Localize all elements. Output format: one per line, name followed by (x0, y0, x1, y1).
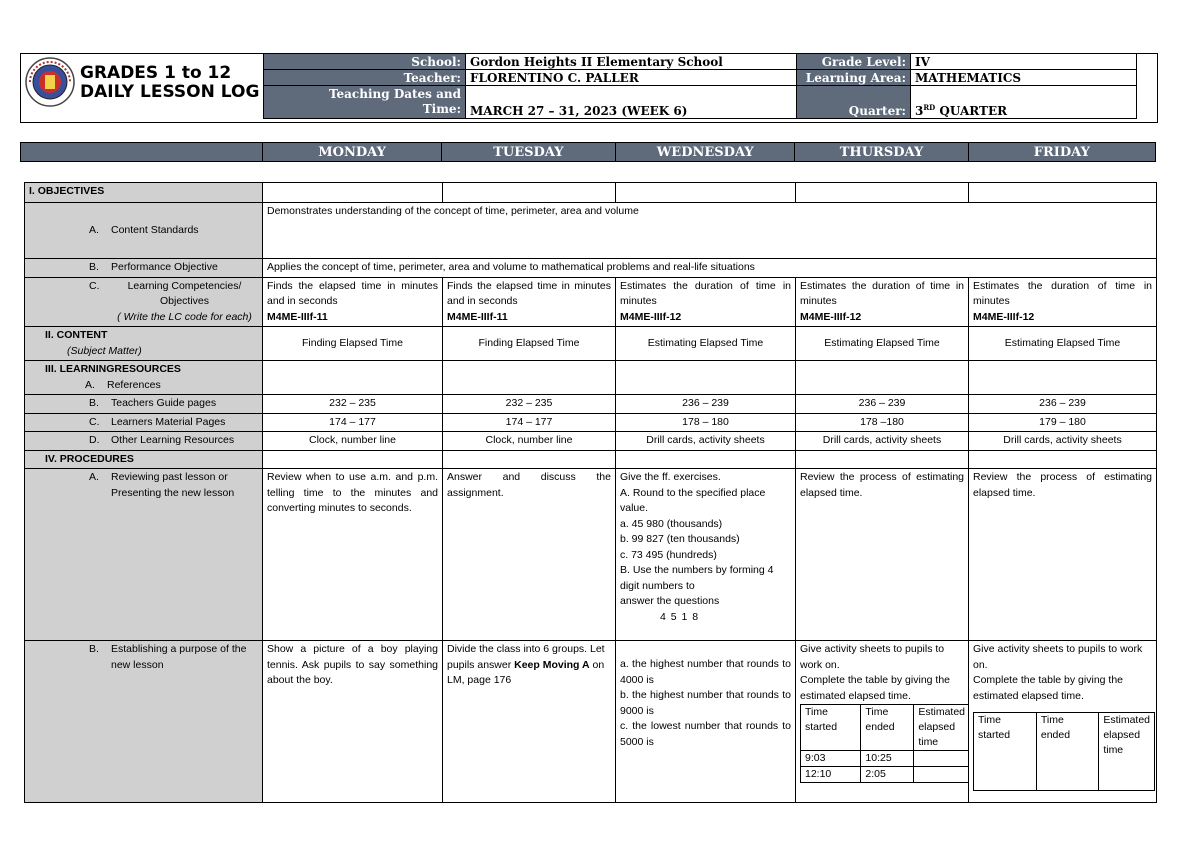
purpose-friday (969, 641, 1157, 803)
tg-thursday: 236 – 239 (796, 395, 969, 414)
elapsed-time-table (800, 704, 969, 783)
cell (443, 450, 616, 469)
competency-code: M4ME-IIIf-12 (800, 310, 862, 323)
competency-code: M4ME-IIIf-12 (620, 310, 682, 323)
lm-monday: 174 – 177 (263, 413, 443, 432)
item-text: Other Learning Resources (111, 434, 235, 446)
item-text: Reviewing past lesson or Presenting the new lesson (111, 471, 235, 499)
title-line-2: DAILY LESSON LOG (80, 82, 260, 102)
purpose-item: c. the lowest number that rounds to 5000 is (620, 720, 791, 748)
table-cell[interactable] (914, 751, 969, 767)
area-label: Learning Area: (797, 70, 911, 86)
item-text (89, 279, 258, 326)
learning-resources-heading (25, 361, 263, 395)
competencies-line-3: ( Write the LC code for each) (117, 310, 252, 323)
item-text: Establishing a purpose of the new lesson (111, 643, 247, 671)
day-blank (21, 143, 263, 162)
quarter-superscript: RD (923, 103, 936, 112)
cell (443, 183, 616, 203)
purpose-label (25, 641, 263, 803)
content-subtitle: (Subject Matter) (67, 344, 142, 357)
content-monday: Finding Elapsed Time (263, 327, 443, 361)
item-text: Content Standards (111, 223, 199, 236)
dates-label-line-1: Teaching Dates and (328, 87, 461, 101)
item-text: Performance Objective (111, 261, 218, 273)
cell (969, 361, 1157, 395)
col-time-started: Time started (801, 705, 861, 751)
col-estimated: Estimated elapsed time (914, 705, 969, 751)
olr-tuesday: Clock, number line (443, 432, 616, 451)
review-thursday: Review the process of estimating elapsed time. (796, 469, 969, 641)
content-friday: Estimating Elapsed Time (969, 327, 1157, 361)
quarter-text: QUARTER (935, 104, 1008, 118)
grade-label: Grade Level: (797, 54, 911, 70)
purpose-bold: Keep Moving A (514, 658, 590, 671)
col-time-ended: Time ended (861, 705, 914, 751)
procedures-heading: IV. PROCEDURES (25, 450, 263, 469)
quarter-number: 3 (915, 104, 924, 118)
purpose-text: Give activity sheets to pupils to work on. (800, 643, 945, 671)
school-label: School: (264, 54, 466, 70)
day-thursday: THURSDAY (795, 143, 968, 162)
table-cell: 12:10 (801, 767, 861, 783)
lm-wednesday: 178 – 180 (616, 413, 796, 432)
learning-resources-title: III. LEARNINGRESOURCES (45, 363, 181, 375)
item-letter: D. (89, 434, 100, 446)
purpose-text: Give activity sheets to pupils to work on. (973, 643, 1143, 671)
tg-wednesday: 236 – 239 (616, 395, 796, 414)
purpose-monday: Show a picture of a boy playing tennis. Ask pupils to say something about the boy. (263, 641, 443, 803)
content-thursday: Estimating Elapsed Time (796, 327, 969, 361)
cell (796, 183, 969, 203)
cell (263, 361, 443, 395)
item-letter: B. (89, 397, 99, 409)
item-letter: C. (89, 415, 100, 428)
competency-text: Estimates the duration of time in minutes (800, 279, 964, 307)
content-tuesday: Finding Elapsed Time (443, 327, 616, 361)
exercise-line: B. Use the numbers by forming 4 digit numbers to (620, 564, 774, 592)
review-label (25, 469, 263, 641)
cell (263, 183, 443, 203)
performance-objective-label (25, 259, 263, 278)
competency-text: Estimates the duration of time in minutes (620, 279, 791, 307)
exercise-line: b. 99 827 (ten thousands) (620, 533, 740, 545)
purpose-text: Complete the table by giving the estimated elapsed time. (800, 674, 951, 702)
item-text: Teachers Guide pages (111, 397, 217, 409)
grade-value: IV (911, 54, 1137, 70)
cell (616, 450, 796, 469)
competency-wednesday (616, 277, 796, 327)
teacher-label: Teacher: (264, 70, 466, 86)
cell (616, 361, 796, 395)
exercise-line: c. 73 495 (hundreds) (620, 548, 717, 561)
competency-text: Finds the elapsed time in minutes and in seconds (447, 279, 611, 307)
cell (263, 450, 443, 469)
day-monday: MONDAY (263, 143, 441, 162)
title-line-1: GRADES 1 to 12 (80, 63, 232, 83)
purpose-text: on LM, page 176 (447, 658, 605, 686)
purpose-item: b. the highest number that rounds to 9000 is (620, 689, 791, 717)
school-value: Gordon Heights II Elementary School (466, 54, 797, 70)
elapsed-time-table (973, 712, 1155, 791)
teachers-guide-label (25, 395, 263, 414)
day-tuesday: TUESDAY (441, 143, 615, 162)
dates-label-line-2: Time: (422, 102, 461, 116)
tg-monday: 232 – 235 (263, 395, 443, 414)
table-cell: 9:03 (801, 751, 861, 767)
tg-friday: 236 – 239 (969, 395, 1157, 414)
olr-wednesday: Drill cards, activity sheets (616, 432, 796, 451)
lm-thursday: 178 –180 (796, 413, 969, 432)
cell (616, 183, 796, 203)
cell (969, 450, 1157, 469)
item-letter: A. (89, 471, 99, 483)
competency-code: M4ME-IIIf-12 (973, 310, 1035, 323)
item-letter: B. (89, 261, 99, 273)
purpose-wednesday (616, 641, 796, 803)
review-wednesday (616, 469, 796, 641)
day-wednesday: WEDNESDAY (616, 143, 795, 162)
cell (969, 183, 1157, 203)
competencies-line-2: Objectives (159, 295, 210, 307)
quarter-value (911, 86, 1137, 119)
exercise-line: A. Round to the specified place value. (620, 486, 766, 514)
purpose-tuesday (443, 641, 616, 803)
tg-tuesday: 232 – 235 (443, 395, 616, 414)
competency-code: M4ME-IIIf-11 (447, 310, 508, 323)
olr-monday: Clock, number line (263, 432, 443, 451)
day-friday: FRIDAY (968, 143, 1155, 162)
other-resources-label (25, 432, 263, 451)
table-cell: 2:05 (861, 767, 914, 783)
dates-value: MARCH 27 – 31, 2023 (WEEK 6) (466, 86, 797, 119)
table-cell[interactable] (914, 767, 969, 783)
review-friday: Review the process of estimating elapsed time. (969, 469, 1157, 641)
school-info-table (263, 53, 1137, 119)
content-wednesday: Estimating Elapsed Time (616, 327, 796, 361)
teacher-value: FLORENTINO C. PALLER (466, 70, 797, 86)
competencies-line-1: Learning Competencies/ (127, 279, 242, 292)
olr-friday: Drill cards, activity sheets (969, 432, 1157, 451)
col-time-ended: Time ended (1036, 713, 1098, 791)
cell (443, 361, 616, 395)
review-monday: Review when to use a.m. and p.m. telling time to the minutes and converting minutes to seconds. (263, 469, 443, 641)
lm-friday: 179 – 180 (969, 413, 1157, 432)
competencies-label (25, 277, 263, 327)
col-estimated: Estimated elapsed time (1099, 713, 1155, 791)
item-letter: A. (89, 223, 99, 236)
purpose-thursday (796, 641, 969, 803)
content-title: II. CONTENT (45, 329, 108, 341)
dates-label (264, 86, 466, 119)
item-letter: B. (89, 643, 99, 655)
competency-thursday (796, 277, 969, 327)
competency-code: M4ME-IIIf-11 (267, 310, 328, 323)
review-tuesday: Answer and discuss the assignment. (443, 469, 616, 641)
content-standards-label (25, 203, 263, 259)
exercise-line: a. 45 980 (thousands) (620, 517, 723, 530)
purpose-text: Divide the class into 6 groups. Let pupils answer (447, 643, 605, 671)
item-text: Learners Material Pages (111, 415, 226, 428)
performance-objective-text: Applies the concept of time, perimeter, area and volume to mathematical problems and real-life situations (263, 259, 1157, 278)
cell (796, 450, 969, 469)
item-text: References (107, 378, 161, 391)
item-letter: C. (89, 279, 100, 292)
exercise-line: answer the questions (620, 595, 720, 607)
digits-line: 4 5 1 8 (660, 610, 700, 623)
purpose-item: a. the highest number that rounds to 4000 is (620, 658, 791, 686)
item-letter: A. (85, 378, 95, 391)
deped-seal-icon (24, 56, 76, 108)
content-heading (25, 327, 263, 361)
competency-text: Estimates the duration of time in minutes (973, 279, 1152, 307)
purpose-text: Complete the table by giving the estimated elapsed time. (973, 674, 1124, 702)
lm-tuesday: 174 – 177 (443, 413, 616, 432)
competency-text: Finds the elapsed time in minutes and in seconds (267, 279, 438, 307)
olr-thursday: Drill cards, activity sheets (796, 432, 969, 451)
competency-monday (263, 277, 443, 327)
cell (796, 361, 969, 395)
col-time-started: Time started (974, 713, 1037, 791)
competency-friday (969, 277, 1157, 327)
content-standards-text: Demonstrates understanding of the concept of time, perimeter, area and volume (263, 203, 1157, 259)
area-value: MATHEMATICS (911, 70, 1137, 86)
day-header-bar (20, 142, 1156, 162)
competency-tuesday (443, 277, 616, 327)
quarter-label: Quarter: (797, 86, 911, 119)
exercise-line: Give the ff. exercises. (620, 471, 721, 483)
lesson-log-table (24, 182, 1157, 803)
learners-material-label (25, 413, 263, 432)
table-cell: 10:25 (861, 751, 914, 767)
objectives-heading: I. OBJECTIVES (25, 183, 263, 203)
